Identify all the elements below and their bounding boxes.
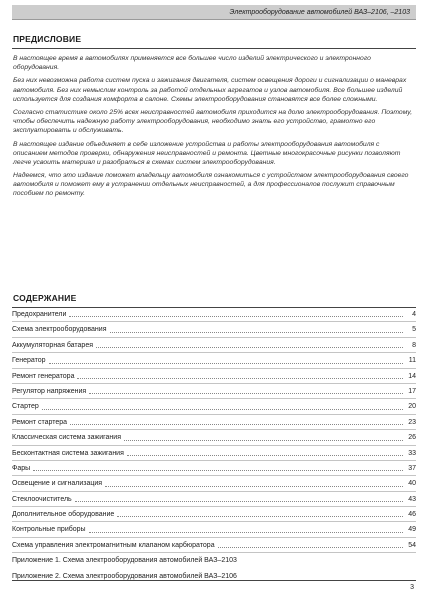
toc-entry-page: 40 (408, 480, 416, 488)
toc-dot-leader (70, 423, 403, 425)
preface-body (13, 54, 415, 203)
toc-entry-page: 49 (408, 526, 416, 534)
toc-dot-leader (89, 531, 403, 533)
page-number: 3 (410, 584, 414, 591)
toc-dot-leader (75, 500, 403, 502)
toc-entry-page: 23 (408, 418, 416, 426)
toc-dot-leader (89, 392, 403, 394)
toc-entry[interactable] (12, 322, 416, 337)
toc-entry[interactable] (12, 430, 416, 445)
toc-entry[interactable] (12, 384, 416, 399)
toc-entry-title: Бесконтактная система зажигания (12, 449, 124, 457)
toc-dot-leader (49, 362, 403, 364)
toc-entry[interactable] (12, 492, 416, 507)
toc-entry[interactable] (12, 338, 416, 353)
toc-entry-page: 20 (408, 403, 416, 411)
toc-entry-title: Ремонт стартера (12, 418, 68, 426)
toc-entry-title: Классическая система зажигания (12, 434, 121, 442)
toc-entry-page: 14 (408, 372, 416, 380)
toc-entry-title: Генератор (12, 357, 46, 365)
toc-entry-title: Освещение и сигнализация (12, 480, 103, 488)
preface-title: ПРЕДИСЛОВИЕ (13, 34, 82, 44)
toc-entry-title: Стеклоочиститель (12, 495, 72, 503)
toc-entry-title: Аккумуляторная батарея (12, 341, 93, 349)
toc-dot-leader (110, 331, 403, 333)
running-header: Электрооборудование автомобилей ВАЗ–2106, –2103 (12, 5, 416, 20)
toc-entry-page: 54 (408, 541, 416, 549)
toc-entry-title: Стартер (12, 403, 39, 411)
preface-paragraph: В настоящее время в автомобилях применяется все большее число изделий электрического и электронного оборудования. (13, 55, 371, 72)
toc-dot-leader (105, 485, 403, 487)
toc-entry-page: 46 (408, 511, 416, 519)
toc-entry-page: 17 (408, 387, 416, 395)
toc-entry-title: Регулятор напряжения (12, 387, 87, 395)
table-of-contents (12, 307, 416, 584)
toc-entry[interactable] (12, 538, 416, 553)
toc-dot-leader (69, 315, 403, 317)
toc-dot-leader (77, 377, 403, 379)
toc-entry-title: Фары (12, 464, 31, 472)
toc-entry-title: Дополнительное оборудование (12, 511, 115, 519)
toc-entry[interactable] (12, 476, 416, 491)
toc-entry[interactable] (12, 553, 416, 568)
toc-entry[interactable] (12, 569, 416, 584)
toc-entry[interactable] (12, 415, 416, 430)
toc-entry-title: Приложение 1. Схема электрооборудования автомобилей ВАЗ–2103 (12, 557, 237, 565)
toc-entry-page: 26 (408, 434, 416, 442)
toc-entry-title: Схема электрооборудования (12, 326, 107, 334)
toc-entry-page: 4 (412, 311, 416, 318)
toc-dot-leader (127, 454, 403, 456)
toc-entry-title: Ремонт генератора (12, 372, 75, 380)
toc-entry[interactable] (12, 507, 416, 522)
toc-entry[interactable] (12, 399, 416, 414)
toc-entry-title: Схема управления электромагнитным клапаном карбюратора (12, 541, 215, 549)
toc-entry-title: Приложение 2. Схема электрооборудования автомобилей ВАЗ–2106 (12, 572, 237, 580)
toc-entry[interactable] (12, 522, 416, 537)
toc-dot-leader (218, 546, 403, 548)
toc-entry-page: 8 (412, 341, 416, 349)
footer-divider (12, 580, 416, 581)
preface-paragraph: Согласно статистике около 25% всех неисправностей автомобиля приходится на долю электрооборудования. Поэтому, чтобы обеспечить надежную работу электрооборудования, необходимо знать его устройство, грамотно его эксплуатировать и обслуживать. (13, 109, 413, 135)
toc-entry-page: 11 (408, 357, 416, 365)
toc-entry-page: 5 (412, 326, 416, 334)
toc-dot-leader (96, 346, 403, 348)
toc-entry[interactable] (12, 461, 416, 476)
toc-dot-leader (42, 408, 403, 410)
toc-entry[interactable] (12, 353, 416, 368)
preface-paragraph: В настоящее издание объединяет в себе изложение устройства и работы электрооборудования автомобиля с описанием методов проверки, обнаружения неисправностей и ремонта. Цветные многокрасочные рисунки позволяют легче усвоить материал и разобраться в схемах систем электрооборудования. (13, 140, 401, 166)
toc-entry-page: 43 (408, 495, 416, 503)
preface-paragraph: Без них невозможна работа систем пуска и зажигания двигателя, систем освещения дороги и сигнализации о маневрах автомобиля. Без них немыслим контроль за работой отдельных агрегатов и узлов автомобиля. Все большее изделий используется для создания комфорта в салоне. Схемы электрооборудования становятся все более сложными. (13, 77, 407, 103)
toc-entry-title: Контрольные приборы (12, 526, 86, 534)
preface-divider (12, 48, 416, 49)
toc-entry-title: Предохранители (12, 311, 67, 318)
toc-entry[interactable] (12, 307, 416, 322)
contents-title: СОДЕРЖАНИЕ (13, 293, 77, 303)
toc-dot-leader (117, 515, 403, 517)
toc-entry-page: 37 (408, 464, 416, 472)
toc-entry[interactable] (12, 446, 416, 461)
toc-dot-leader (33, 469, 403, 471)
preface-paragraph: Надеемся, что это издание поможет владельцу автомобиля ознакомиться с устройством электрооборудования своего автомобиля и поможет ему в устранении отдельных неисправностей, а для профессионалов послужит справочным пособием по ремонту. (13, 172, 409, 198)
toc-entry[interactable] (12, 369, 416, 384)
toc-dot-leader (124, 439, 403, 441)
toc-entry-page: 33 (408, 449, 416, 457)
